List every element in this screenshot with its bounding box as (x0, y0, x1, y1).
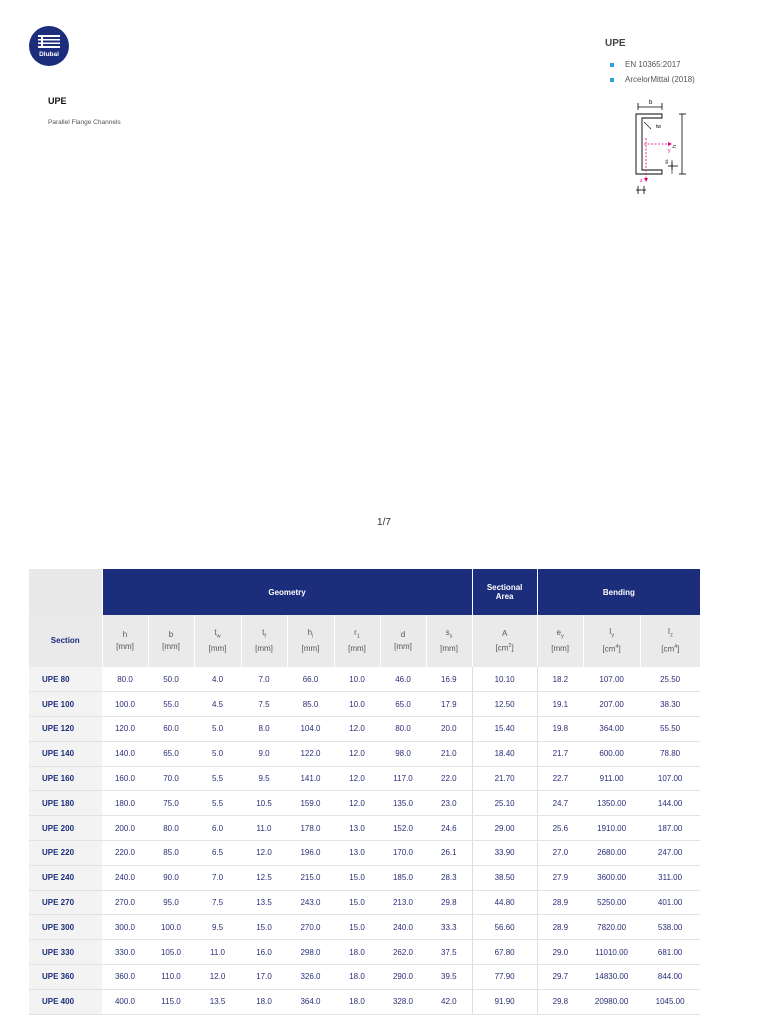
table-row (29, 965, 700, 990)
section-name-cell: UPE 360 (29, 965, 102, 990)
table-cell: 78.80 (640, 741, 700, 766)
table-cell: 10.0 (334, 667, 380, 692)
column-header-tf: $t_f$ [mm] (241, 615, 287, 667)
column-header-b: b [mm] (148, 615, 194, 667)
table-cell: 187.00 (640, 816, 700, 841)
section-name-cell: UPE 330 (29, 940, 102, 965)
table-cell: 207.00 (583, 692, 640, 717)
table-cell: 9.0 (241, 741, 287, 766)
label-y: y (668, 148, 671, 154)
label-h: h (672, 145, 678, 148)
table-cell: 38.30 (640, 692, 700, 717)
table-cell: 170.0 (380, 841, 426, 866)
table-cell: 39.5 (426, 965, 472, 990)
table-cell: 33.90 (472, 841, 537, 866)
document-title: UPE (48, 96, 67, 106)
table-cell: 7.0 (194, 865, 241, 890)
label-r: tw (656, 124, 661, 130)
table-cell: 15.0 (334, 890, 380, 915)
table-cell: 16.0 (241, 940, 287, 965)
table-row (29, 717, 700, 742)
table-cell: 220.0 (102, 841, 148, 866)
table-cell: 13.5 (241, 890, 287, 915)
table-cell: 122.0 (287, 741, 334, 766)
table-cell: 326.0 (287, 965, 334, 990)
table-cell: 14830.00 (583, 965, 640, 990)
table-cell: 300.0 (102, 915, 148, 940)
table-cell: 6.5 (194, 841, 241, 866)
section-name-cell: UPE 120 (29, 717, 102, 742)
table-cell: 26.1 (426, 841, 472, 866)
table-cell: 10.5 (241, 791, 287, 816)
table-cell: 20.0 (426, 717, 472, 742)
table-cell: 38.50 (472, 865, 537, 890)
table-cell: 105.0 (148, 940, 194, 965)
table-cell: 65.0 (148, 741, 194, 766)
table-cell: 311.00 (640, 865, 700, 890)
table-cell: 364.0 (287, 989, 334, 1014)
table-cell: 21.7 (537, 741, 583, 766)
table-row (29, 989, 700, 1014)
table-cell: 298.0 (287, 940, 334, 965)
table-cell: 270.0 (287, 915, 334, 940)
table-cell: 29.0 (537, 940, 583, 965)
group-geometry: Geometry (102, 569, 472, 615)
table-cell: 270.0 (102, 890, 148, 915)
table-cell: 247.00 (640, 841, 700, 866)
table-cell: 75.0 (148, 791, 194, 816)
label-ss: ss (664, 159, 669, 164)
column-header-hi: $h_i$ [mm] (287, 615, 334, 667)
table-cell: 100.0 (148, 915, 194, 940)
table-cell: 107.00 (640, 766, 700, 791)
section-name-cell: UPE 400 (29, 989, 102, 1014)
table-cell: 213.0 (380, 890, 426, 915)
table-row (29, 841, 700, 866)
table-cell: 6.0 (194, 816, 241, 841)
table-cell: 3600.00 (583, 865, 640, 890)
table-cell: 29.8 (426, 890, 472, 915)
table-cell: 2680.00 (583, 841, 640, 866)
table-cell: 110.0 (148, 965, 194, 990)
table-cell: 7.0 (241, 667, 287, 692)
group-sectional-area: Sectional Area (472, 569, 537, 615)
section-name-cell: UPE 100 (29, 692, 102, 717)
table-cell: 18.2 (537, 667, 583, 692)
table-cell: 844.00 (640, 965, 700, 990)
table-cell: 681.00 (640, 940, 700, 965)
table-cell: 9.5 (194, 915, 241, 940)
table-cell: 98.0 (380, 741, 426, 766)
table-cell: 538.00 (640, 915, 700, 940)
table-cell: 21.70 (472, 766, 537, 791)
table-cell: 60.0 (148, 717, 194, 742)
logo-mark-icon (29, 26, 69, 66)
standard-item: EN 10365:2017 (610, 58, 695, 73)
table-cell: 400.0 (102, 989, 148, 1014)
table-cell: 37.5 (426, 940, 472, 965)
table-cell: 5.5 (194, 791, 241, 816)
table-cell: 10.10 (472, 667, 537, 692)
table-cell: 7820.00 (583, 915, 640, 940)
bullet-icon (610, 78, 614, 82)
table-cell: 70.0 (148, 766, 194, 791)
table-cell: 25.6 (537, 816, 583, 841)
table-cell: 178.0 (287, 816, 334, 841)
table-cell: 18.40 (472, 741, 537, 766)
section-name-cell: UPE 200 (29, 816, 102, 841)
table-cell: 5.0 (194, 717, 241, 742)
table-row (29, 816, 700, 841)
table-cell: 100.0 (102, 692, 148, 717)
table-cell: 196.0 (287, 841, 334, 866)
section-name-cell: UPE 240 (29, 865, 102, 890)
column-header-iy: $I_y$ $[cm^4]$ (583, 615, 640, 667)
table-cell: 11.0 (241, 816, 287, 841)
table-cell: 1045.00 (640, 989, 700, 1014)
bullet-icon (610, 63, 614, 67)
table-cell: 160.0 (102, 766, 148, 791)
column-header-d: d [mm] (380, 615, 426, 667)
table-cell: 18.0 (334, 965, 380, 990)
standards-list (610, 58, 695, 88)
table-cell: 7.5 (241, 692, 287, 717)
table-cell: 67.80 (472, 940, 537, 965)
table-cell: 21.0 (426, 741, 472, 766)
section-name-cell: UPE 180 (29, 791, 102, 816)
column-header-tw: $t_w$ [mm] (194, 615, 241, 667)
table-cell: 240.0 (380, 915, 426, 940)
table-cell: 18.0 (334, 940, 380, 965)
column-header-a: A $[cm^2]$ (472, 615, 537, 667)
section-name-cell: UPE 300 (29, 915, 102, 940)
table-cell: 42.0 (426, 989, 472, 1014)
table-cell: 25.50 (640, 667, 700, 692)
table-cell: 12.0 (334, 717, 380, 742)
table-cell: 1910.00 (583, 816, 640, 841)
label-z: z (640, 178, 643, 184)
table-cell: 141.0 (287, 766, 334, 791)
table-cell: 117.0 (380, 766, 426, 791)
table-cell: 120.0 (102, 717, 148, 742)
table-cell: 85.0 (287, 692, 334, 717)
group-bending: Bending (537, 569, 700, 615)
table-cell: 8.0 (241, 717, 287, 742)
table-cell: 28.3 (426, 865, 472, 890)
table-row (29, 890, 700, 915)
table-cell: 330.0 (102, 940, 148, 965)
table-cell: 911.00 (583, 766, 640, 791)
table-cell: 28.9 (537, 890, 583, 915)
column-header-ss: $s_s$ [mm] (426, 615, 472, 667)
table-cell: 46.0 (380, 667, 426, 692)
table-cell: 19.8 (537, 717, 583, 742)
table-cell: 17.9 (426, 692, 472, 717)
table-cell: 12.0 (334, 791, 380, 816)
section-name-cell: UPE 140 (29, 741, 102, 766)
table-cell: 104.0 (287, 717, 334, 742)
table-cell: 20980.00 (583, 989, 640, 1014)
table-cell: 107.00 (583, 667, 640, 692)
table-cell: 56.60 (472, 915, 537, 940)
column-header-section: Section (29, 615, 102, 667)
table-cell: 12.0 (194, 965, 241, 990)
table-cell: 243.0 (287, 890, 334, 915)
table-cell: 10.0 (334, 692, 380, 717)
table-cell: 55.50 (640, 717, 700, 742)
table-row (29, 791, 700, 816)
table-cell: 17.0 (241, 965, 287, 990)
section-name-cell: UPE 80 (29, 667, 102, 692)
table-cell: 115.0 (148, 989, 194, 1014)
section-name-cell: UPE 160 (29, 766, 102, 791)
info-title: UPE (605, 38, 626, 49)
section-name-cell: UPE 270 (29, 890, 102, 915)
table-row (29, 692, 700, 717)
page-number: 1/7 (377, 517, 391, 528)
column-header-iz: $I_z$ $[cm^4]$ (640, 615, 700, 667)
table-cell: 240.0 (102, 865, 148, 890)
table-row (29, 940, 700, 965)
table-cell: 11.0 (194, 940, 241, 965)
table-cell: 25.10 (472, 791, 537, 816)
table-cell: 15.40 (472, 717, 537, 742)
table-cell: 290.0 (380, 965, 426, 990)
table-row (29, 766, 700, 791)
table-cell: 13.5 (194, 989, 241, 1014)
table-cell: 80.0 (148, 816, 194, 841)
table-row (29, 667, 700, 692)
table-row (29, 741, 700, 766)
table-cell: 215.0 (287, 865, 334, 890)
column-header-h: h [mm] (102, 615, 148, 667)
table-cell: 18.0 (334, 989, 380, 1014)
table-cell: 140.0 (102, 741, 148, 766)
table-cell: 22.0 (426, 766, 472, 791)
logo-text: Dlubal (39, 51, 59, 58)
table-cell: 50.0 (148, 667, 194, 692)
table-cell: 19.1 (537, 692, 583, 717)
table-cell: 152.0 (380, 816, 426, 841)
table-cell: 5.5 (194, 766, 241, 791)
table-cell: 200.0 (102, 816, 148, 841)
label-b: b (649, 100, 653, 106)
symbol-header-row (29, 615, 700, 667)
table-cell: 16.9 (426, 667, 472, 692)
table-cell: 159.0 (287, 791, 334, 816)
table-cell: 5250.00 (583, 890, 640, 915)
table-cell: 91.90 (472, 989, 537, 1014)
table-cell: 1350.00 (583, 791, 640, 816)
table-cell: 27.9 (537, 865, 583, 890)
table-cell: 7.5 (194, 890, 241, 915)
corner-cell (29, 569, 102, 615)
table-cell: 18.0 (241, 989, 287, 1014)
table-cell: 15.0 (241, 915, 287, 940)
table-cell: 95.0 (148, 890, 194, 915)
column-header-r1: $r_1$ [mm] (334, 615, 380, 667)
table-cell: 12.5 (241, 865, 287, 890)
table-cell: 77.90 (472, 965, 537, 990)
table-cell: 80.0 (102, 667, 148, 692)
table-cell: 4.0 (194, 667, 241, 692)
document-subtitle: Parallel Flange Channels (48, 119, 121, 126)
table-cell: 90.0 (148, 865, 194, 890)
standard-item: ArcelorMittal (2018) (610, 73, 695, 88)
table-cell: 44.80 (472, 890, 537, 915)
table-cell: 22.7 (537, 766, 583, 791)
table-row (29, 915, 700, 940)
table-row (29, 865, 700, 890)
table-cell: 29.7 (537, 965, 583, 990)
table-cell: 23.0 (426, 791, 472, 816)
table-cell: 28.9 (537, 915, 583, 940)
table-cell: 15.0 (334, 915, 380, 940)
table-cell: 360.0 (102, 965, 148, 990)
table-cell: 5.0 (194, 741, 241, 766)
table-cell: 66.0 (287, 667, 334, 692)
table-cell: 135.0 (380, 791, 426, 816)
table-cell: 12.50 (472, 692, 537, 717)
table-cell: 4.5 (194, 692, 241, 717)
table-cell: 55.0 (148, 692, 194, 717)
section-properties-table (29, 569, 700, 1015)
table-cell: 328.0 (380, 989, 426, 1014)
column-header-ey: $e_y$ [mm] (537, 615, 583, 667)
table-cell: 27.0 (537, 841, 583, 866)
table-cell: 80.0 (380, 717, 426, 742)
table-cell: 24.6 (426, 816, 472, 841)
section-name-cell: UPE 220 (29, 841, 102, 866)
table-cell: 29.00 (472, 816, 537, 841)
table-cell: 401.00 (640, 890, 700, 915)
table-cell: 12.0 (334, 766, 380, 791)
table-cell: 180.0 (102, 791, 148, 816)
table-cell: 13.0 (334, 816, 380, 841)
dlubal-logo (29, 26, 69, 66)
table-cell: 33.3 (426, 915, 472, 940)
table-cell: 600.00 (583, 741, 640, 766)
table-cell: 12.0 (241, 841, 287, 866)
table-cell: 364.00 (583, 717, 640, 742)
table-cell: 262.0 (380, 940, 426, 965)
table-cell: 185.0 (380, 865, 426, 890)
table-cell: 9.5 (241, 766, 287, 791)
table-cell: 65.0 (380, 692, 426, 717)
table-cell: 24.7 (537, 791, 583, 816)
group-header-row (29, 569, 700, 615)
table-cell: 12.0 (334, 741, 380, 766)
table-cell: 13.0 (334, 841, 380, 866)
table-cell: 11010.00 (583, 940, 640, 965)
table-cell: 29.8 (537, 989, 583, 1014)
table-cell: 15.0 (334, 865, 380, 890)
table-cell: 85.0 (148, 841, 194, 866)
cross-section-diagram (632, 98, 692, 198)
table-cell: 144.00 (640, 791, 700, 816)
table-body (29, 667, 700, 1014)
